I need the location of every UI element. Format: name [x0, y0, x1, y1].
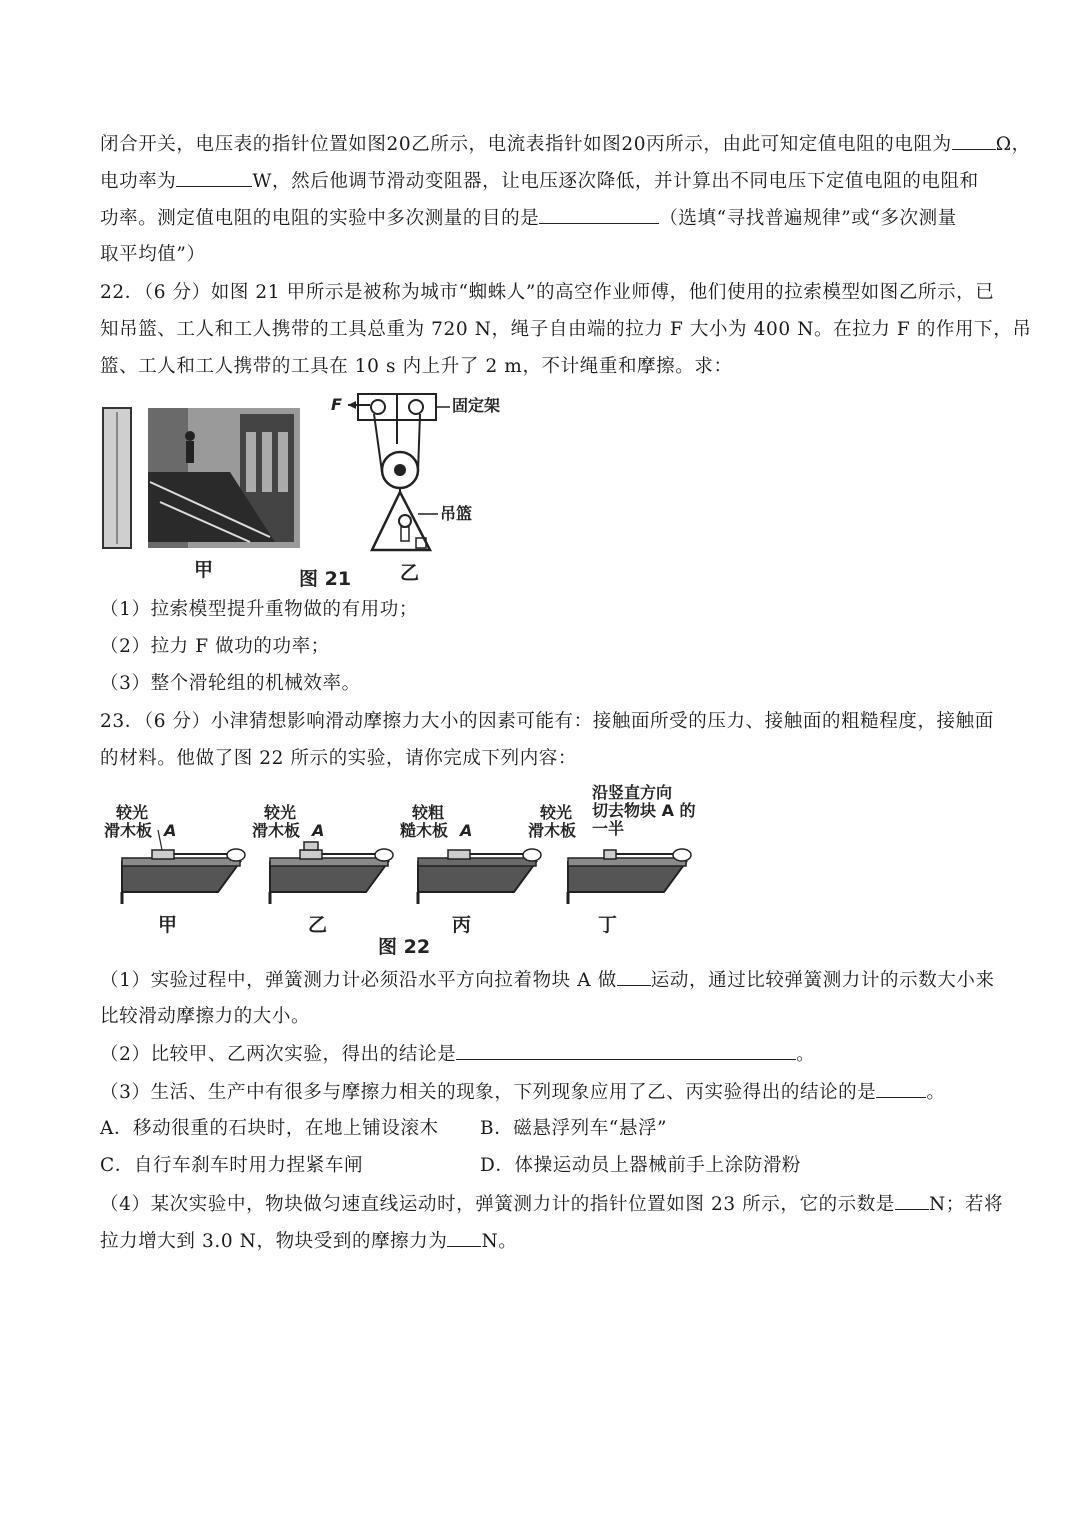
- q22-line-2: 知吊篮、工人和工人携带的工具总重为 720 N，绳子自由端的拉力 F 大小为 400 N。在拉力 F 的作用下，吊: [100, 319, 1032, 340]
- force-label: F: [331, 395, 342, 414]
- q23-sub-1: （1）实验过程中，弹簧测力计必须沿水平方向拉着物块 A 做 运动，通过比较弹簧测力计的示数大小来: [100, 967, 990, 994]
- board-c-top: 较粗: [412, 803, 445, 822]
- q23-sub-4-cont: 拉力增大到 3.0 N，物块受到的摩擦力为 N。: [100, 1228, 990, 1255]
- q21-line-4: 取平均值”）: [100, 244, 206, 265]
- q23-line-1: 23．（6 分）小津猜想影响滑动摩擦力大小的因素可能有：接触面所受的压力、接触面的粗糙程度，接触面: [100, 711, 994, 732]
- board-d-top: 较光: [540, 803, 573, 822]
- q22-line-3: 篮、工人和工人携带的工具在 10 s 内上升了 2 m，不计绳重和摩擦。求：: [100, 356, 733, 377]
- answer-blank-reading[interactable]: [895, 1191, 929, 1210]
- answer-blank-friction[interactable]: [447, 1228, 481, 1247]
- figure-22-bing: 丙: [452, 914, 472, 936]
- q23-line-2: 的材料。他做了图 22 所示的实验，请你完成下列内容：: [100, 748, 578, 769]
- figure-22-jia: 甲: [158, 914, 178, 936]
- board-c-bottom: 糙木板: [400, 821, 449, 840]
- q23-sub-2: （2）比较甲、乙两次实验，得出的结论是 。: [100, 1041, 990, 1068]
- figure-21-drawing: [100, 392, 520, 592]
- board-a-top: 较光: [116, 803, 149, 822]
- q23-sub-3: （3）生活、生产中有很多与摩擦力相关的现象，下列现象应用了乙、丙实验得出的结论的是 。: [100, 1079, 990, 1106]
- block-a-label-1: A: [164, 821, 177, 840]
- figure-21: [100, 392, 520, 592]
- board-d-bottom: 滑木板: [528, 821, 577, 840]
- q23-sub-4: （4）某次实验中，物块做匀速直线运动时，弹簧测力计的指针位置如图 23 所示，它的示数是 N；若将: [100, 1191, 990, 1218]
- option-a[interactable]: A．移动很重的石块时，在地上铺设滚木: [100, 1118, 439, 1139]
- block-a-label-2: A: [312, 821, 325, 840]
- board-a-bottom: 滑木板: [104, 821, 153, 840]
- q22-line-1: 22．（6 分）如图 21 甲所示是被称为城市“蜘蛛人”的高空作业师傅，他们使用的拉索模型如图乙所示，已: [100, 282, 995, 303]
- q21-line-3: 功率。测定值电阻的电阻的实验中多次测量的目的是 （选填“寻找普遍规律”或“多次测量: [100, 205, 990, 232]
- figure-21-yi: 乙: [400, 562, 420, 584]
- figure-21-jia: 甲: [194, 559, 214, 581]
- board-b-bottom: 滑木板: [252, 821, 301, 840]
- basket-label: 吊篮: [440, 504, 473, 523]
- figure-22-ding: 丁: [598, 914, 618, 936]
- q21-line-2: 电功率为 W，然后他调节滑动变阻器，让电压逐次降低，并计算出不同电压下定值电阻的电阻和: [100, 168, 990, 195]
- answer-blank-purpose[interactable]: [539, 205, 659, 224]
- figure-21-caption: 图 21: [299, 568, 352, 590]
- q22-sub-3: （3）整个滑轮组的机械效率。: [100, 673, 361, 694]
- option-d[interactable]: D．体操运动员上器械前手上涂防滑粉: [480, 1155, 802, 1176]
- answer-blank-choice[interactable]: [876, 1079, 926, 1098]
- block-a-label-3: A: [460, 821, 473, 840]
- answer-blank-resistance[interactable]: [952, 131, 996, 150]
- answer-blank-conclusion[interactable]: [456, 1041, 796, 1060]
- frame-label: 固定架: [452, 396, 501, 415]
- figure-22-yi: 乙: [308, 914, 328, 936]
- figure-22: [100, 782, 700, 962]
- q23-sub-1-cont: 比较滑动摩擦力的大小。: [100, 1006, 311, 1027]
- option-c[interactable]: C．自行车刹车时用力捏紧车闸: [100, 1155, 364, 1176]
- q22-sub-2: （2）拉力 F 做功的功率；: [100, 636, 330, 657]
- figure-22-caption: 图 22: [378, 936, 431, 958]
- answer-blank-power[interactable]: [176, 168, 252, 187]
- cut-note-2: 切去物块 A 的: [592, 801, 696, 820]
- cut-note-1: 沿竖直方向: [592, 783, 673, 802]
- answer-blank-motion[interactable]: [617, 967, 651, 986]
- cut-note-3: 一半: [592, 819, 625, 838]
- board-b-top: 较光: [264, 803, 297, 822]
- q21-line-1: 闭合开关，电压表的指针位置如图20乙所示，电流表指针如图20丙所示，由此可知定值电阻的电阻为 Ω，: [100, 131, 990, 158]
- q22-sub-1: （1）拉索模型提升重物做的有用功；: [100, 599, 418, 620]
- option-b[interactable]: B．磁悬浮列车“悬浮”: [480, 1118, 668, 1139]
